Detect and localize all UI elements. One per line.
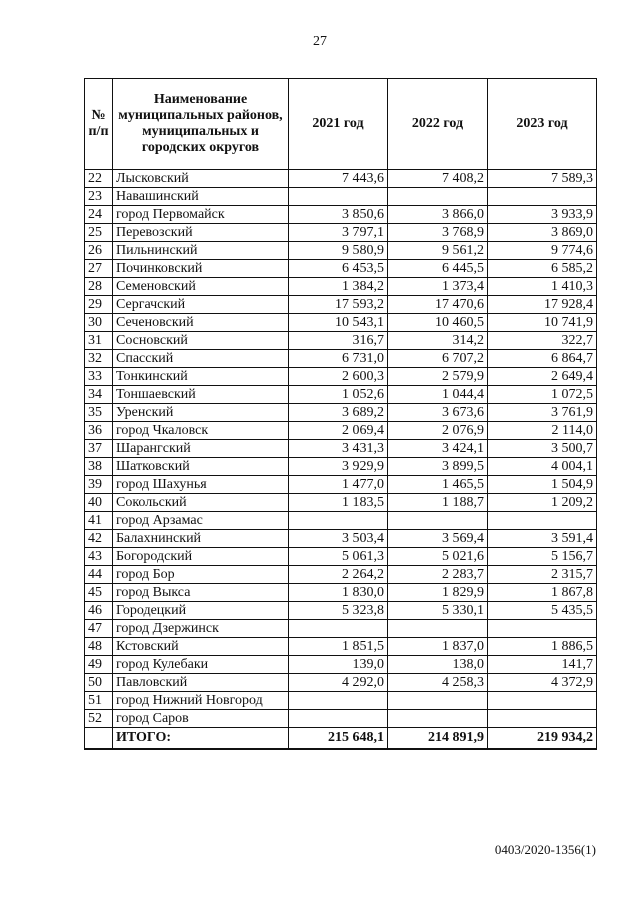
row-value-2023: 322,7 (488, 332, 597, 350)
row-number: 50 (85, 674, 113, 692)
table-row (85, 512, 597, 530)
row-number: 52 (85, 710, 113, 728)
table-row (85, 368, 597, 386)
row-value-2021: 3 689,2 (289, 404, 388, 422)
total-2023: 219 934,2 (488, 728, 597, 750)
row-name: город Саров (113, 710, 289, 728)
row-value-2022: 1 829,9 (388, 584, 488, 602)
row-value-2023: 3 933,9 (488, 206, 597, 224)
row-value-2023: 2 315,7 (488, 566, 597, 584)
row-value-2022: 3 899,5 (388, 458, 488, 476)
row-value-2023: 5 156,7 (488, 548, 597, 566)
row-value-2021: 7 443,6 (289, 170, 388, 188)
row-value-2021: 9 580,9 (289, 242, 388, 260)
table-row (85, 656, 597, 674)
table-row (85, 602, 597, 620)
row-value-2023: 141,7 (488, 656, 597, 674)
row-value-2023 (488, 512, 597, 530)
row-name: Сергачский (113, 296, 289, 314)
row-value-2021: 3 503,4 (289, 530, 388, 548)
row-value-2021: 10 543,1 (289, 314, 388, 332)
row-name: Сосновский (113, 332, 289, 350)
row-value-2022: 2 076,9 (388, 422, 488, 440)
row-value-2021 (289, 692, 388, 710)
header-2023: 2023 год (488, 79, 597, 170)
table-row (85, 710, 597, 728)
row-value-2023: 4 372,9 (488, 674, 597, 692)
row-name: Шатковский (113, 458, 289, 476)
row-name: Тоншаевский (113, 386, 289, 404)
row-value-2023: 10 741,9 (488, 314, 597, 332)
table-row (85, 584, 597, 602)
row-value-2023 (488, 188, 597, 206)
row-name: Лысковский (113, 170, 289, 188)
header-2022: 2022 год (388, 79, 488, 170)
row-name: Пильнинский (113, 242, 289, 260)
table-row (85, 638, 597, 656)
table-row (85, 188, 597, 206)
row-name: Тонкинский (113, 368, 289, 386)
row-value-2023: 3 500,7 (488, 440, 597, 458)
table-header-row (85, 79, 597, 170)
table-row (85, 386, 597, 404)
total-row (85, 728, 597, 750)
row-number: 44 (85, 566, 113, 584)
page-number: 27 (313, 34, 327, 49)
row-value-2021: 5 323,8 (289, 602, 388, 620)
row-value-2021 (289, 710, 388, 728)
row-value-2023: 17 928,4 (488, 296, 597, 314)
row-value-2023: 3 869,0 (488, 224, 597, 242)
row-value-2021 (289, 620, 388, 638)
table-row (85, 458, 597, 476)
row-value-2022: 9 561,2 (388, 242, 488, 260)
row-number: 24 (85, 206, 113, 224)
row-value-2022: 3 768,9 (388, 224, 488, 242)
row-value-2022: 1 373,4 (388, 278, 488, 296)
row-value-2022 (388, 692, 488, 710)
row-value-2021: 17 593,2 (289, 296, 388, 314)
row-value-2022: 6 707,2 (388, 350, 488, 368)
row-value-2023: 1 410,3 (488, 278, 597, 296)
row-value-2023: 1 867,8 (488, 584, 597, 602)
row-value-2023: 1 886,5 (488, 638, 597, 656)
row-value-2022: 17 470,6 (388, 296, 488, 314)
row-name: Перевозский (113, 224, 289, 242)
row-value-2023 (488, 620, 597, 638)
table-row (85, 332, 597, 350)
row-value-2023: 6 864,7 (488, 350, 597, 368)
row-value-2022: 5 330,1 (388, 602, 488, 620)
row-number: 22 (85, 170, 113, 188)
row-value-2021: 1 384,2 (289, 278, 388, 296)
row-name: Уренский (113, 404, 289, 422)
row-number: 25 (85, 224, 113, 242)
row-value-2021: 5 061,3 (289, 548, 388, 566)
row-value-2023: 3 591,4 (488, 530, 597, 548)
table-row (85, 692, 597, 710)
row-value-2022: 6 445,5 (388, 260, 488, 278)
row-name: Городецкий (113, 602, 289, 620)
table-row (85, 674, 597, 692)
row-name: город Чкаловск (113, 422, 289, 440)
table-body (85, 170, 597, 728)
row-value-2022 (388, 512, 488, 530)
row-value-2023: 3 761,9 (488, 404, 597, 422)
row-name: город Арзамас (113, 512, 289, 530)
row-name: город Шахунья (113, 476, 289, 494)
table-row (85, 278, 597, 296)
table-row (85, 422, 597, 440)
row-value-2021: 6 731,0 (289, 350, 388, 368)
table-row (85, 242, 597, 260)
row-value-2021: 1 477,0 (289, 476, 388, 494)
row-number: 39 (85, 476, 113, 494)
row-number: 29 (85, 296, 113, 314)
row-value-2023: 4 004,1 (488, 458, 597, 476)
row-value-2021: 1 830,0 (289, 584, 388, 602)
row-value-2023: 5 435,5 (488, 602, 597, 620)
header-num: № п/п (85, 79, 113, 170)
row-number: 34 (85, 386, 113, 404)
row-number: 42 (85, 530, 113, 548)
row-value-2021: 1 183,5 (289, 494, 388, 512)
row-value-2021 (289, 512, 388, 530)
row-value-2023: 6 585,2 (488, 260, 597, 278)
row-name: город Нижний Новгород (113, 692, 289, 710)
table-row (85, 620, 597, 638)
row-value-2022 (388, 710, 488, 728)
row-value-2022 (388, 188, 488, 206)
total-num (85, 728, 113, 750)
row-value-2021: 3 929,9 (289, 458, 388, 476)
row-value-2022: 1 044,4 (388, 386, 488, 404)
row-value-2023: 2 649,4 (488, 368, 597, 386)
row-value-2021: 1 851,5 (289, 638, 388, 656)
header-name: Наименование муниципальных районов, муниципальных и городских округов (113, 79, 289, 170)
row-value-2022: 1 837,0 (388, 638, 488, 656)
row-name: Семеновский (113, 278, 289, 296)
row-number: 27 (85, 260, 113, 278)
row-value-2022: 2 579,9 (388, 368, 488, 386)
row-value-2022: 314,2 (388, 332, 488, 350)
row-value-2022: 138,0 (388, 656, 488, 674)
table-row (85, 350, 597, 368)
total-2022: 214 891,9 (388, 728, 488, 750)
row-value-2021: 4 292,0 (289, 674, 388, 692)
table-row (85, 440, 597, 458)
row-value-2021: 1 052,6 (289, 386, 388, 404)
row-value-2023 (488, 710, 597, 728)
table-row (85, 314, 597, 332)
row-value-2022: 7 408,2 (388, 170, 488, 188)
row-value-2023: 1 504,9 (488, 476, 597, 494)
row-number: 47 (85, 620, 113, 638)
row-value-2023: 1 209,2 (488, 494, 597, 512)
row-number: 49 (85, 656, 113, 674)
row-value-2022: 2 283,7 (388, 566, 488, 584)
row-value-2022 (388, 620, 488, 638)
row-value-2021: 6 453,5 (289, 260, 388, 278)
table-row (85, 260, 597, 278)
row-number: 36 (85, 422, 113, 440)
row-value-2021: 3 797,1 (289, 224, 388, 242)
row-name: Починковский (113, 260, 289, 278)
row-value-2023: 7 589,3 (488, 170, 597, 188)
row-name: Сокольский (113, 494, 289, 512)
table-row (85, 476, 597, 494)
row-name: город Кулебаки (113, 656, 289, 674)
row-number: 48 (85, 638, 113, 656)
row-value-2021: 2 069,4 (289, 422, 388, 440)
row-number: 23 (85, 188, 113, 206)
row-number: 46 (85, 602, 113, 620)
budget-table (84, 78, 597, 750)
table-row (85, 170, 597, 188)
row-value-2021: 2 600,3 (289, 368, 388, 386)
row-name: Сеченовский (113, 314, 289, 332)
table-row (85, 494, 597, 512)
row-value-2021: 3 850,6 (289, 206, 388, 224)
total-label: ИТОГО: (113, 728, 289, 750)
row-name: город Первомайск (113, 206, 289, 224)
row-value-2022: 4 258,3 (388, 674, 488, 692)
row-name: Спасский (113, 350, 289, 368)
row-value-2022: 1 465,5 (388, 476, 488, 494)
header-2021: 2021 год (289, 79, 388, 170)
row-number: 40 (85, 494, 113, 512)
row-value-2021: 2 264,2 (289, 566, 388, 584)
row-name: Богородский (113, 548, 289, 566)
row-number: 37 (85, 440, 113, 458)
row-value-2022: 3 424,1 (388, 440, 488, 458)
row-value-2022: 5 021,6 (388, 548, 488, 566)
row-value-2023: 2 114,0 (488, 422, 597, 440)
row-name: город Дзержинск (113, 620, 289, 638)
table-row (85, 530, 597, 548)
row-value-2023 (488, 692, 597, 710)
document-code: 0403/2020-1356(1) (494, 842, 596, 857)
row-name: город Выкса (113, 584, 289, 602)
row-number: 33 (85, 368, 113, 386)
row-value-2022: 10 460,5 (388, 314, 488, 332)
row-value-2022: 3 673,6 (388, 404, 488, 422)
row-value-2023: 9 774,6 (488, 242, 597, 260)
table-row (85, 206, 597, 224)
row-number: 31 (85, 332, 113, 350)
table-row (85, 404, 597, 422)
row-number: 41 (85, 512, 113, 530)
row-value-2021: 3 431,3 (289, 440, 388, 458)
row-number: 28 (85, 278, 113, 296)
table-row (85, 296, 597, 314)
row-value-2021: 316,7 (289, 332, 388, 350)
table-row (85, 566, 597, 584)
row-number: 32 (85, 350, 113, 368)
total-2021: 215 648,1 (289, 728, 388, 750)
row-number: 45 (85, 584, 113, 602)
table-row (85, 224, 597, 242)
row-name: Павловский (113, 674, 289, 692)
row-value-2021 (289, 188, 388, 206)
row-value-2023: 1 072,5 (488, 386, 597, 404)
row-number: 43 (85, 548, 113, 566)
row-number: 38 (85, 458, 113, 476)
row-value-2022: 3 866,0 (388, 206, 488, 224)
row-number: 30 (85, 314, 113, 332)
row-value-2022: 3 569,4 (388, 530, 488, 548)
row-number: 35 (85, 404, 113, 422)
row-number: 26 (85, 242, 113, 260)
row-number: 51 (85, 692, 113, 710)
row-name: Балахнинский (113, 530, 289, 548)
row-value-2022: 1 188,7 (388, 494, 488, 512)
table-row (85, 548, 597, 566)
row-name: Навашинский (113, 188, 289, 206)
row-value-2021: 139,0 (289, 656, 388, 674)
row-name: город Бор (113, 566, 289, 584)
row-name: Шарангский (113, 440, 289, 458)
row-name: Кстовский (113, 638, 289, 656)
